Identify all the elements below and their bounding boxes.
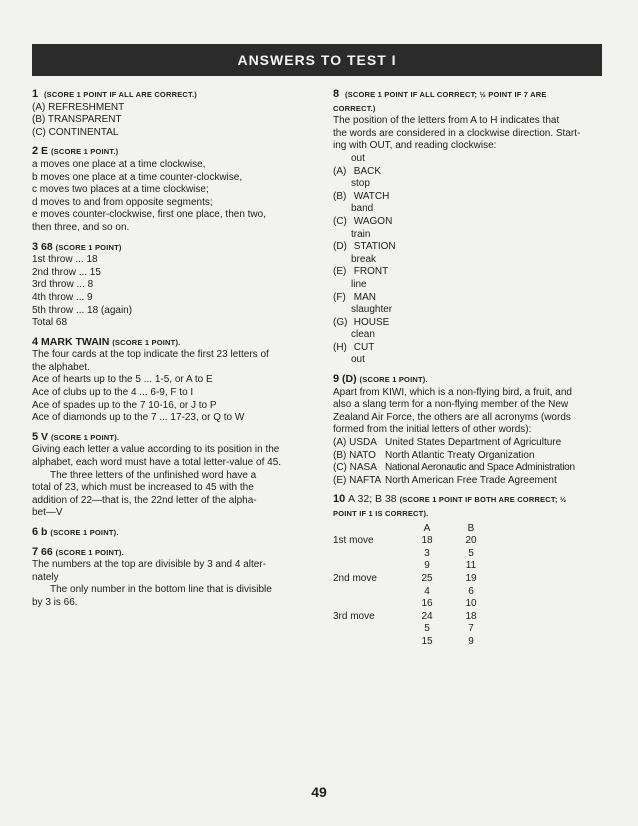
answer-9 xyxy=(333,373,608,487)
page-number: 49 xyxy=(311,784,327,800)
table-row xyxy=(333,636,493,649)
move-label xyxy=(333,548,405,561)
answer-line: Zealand Air Force, the others are all acronyms (words xyxy=(333,411,571,423)
pair-label: (H) xyxy=(333,341,347,353)
answer-9-heading xyxy=(333,373,608,387)
acronym-row xyxy=(333,450,608,463)
acronym-row xyxy=(333,475,608,488)
answer-value: b xyxy=(41,526,48,538)
acronym: (E) NAFTA xyxy=(333,474,382,486)
value-b: 6 xyxy=(468,585,474,597)
answer-line: Ace of hearts up to the 5 ... 1-5, or A to E xyxy=(32,374,213,386)
answer-line: by 3 is 66. xyxy=(32,596,78,608)
answer-line: the words are considered in a clockwise direction. Start- xyxy=(333,127,581,139)
pair-word: FRONT xyxy=(353,266,389,278)
pair-sub: clean xyxy=(351,329,375,341)
answer-number: 7 xyxy=(32,545,39,558)
answer-7 xyxy=(32,546,312,610)
answer-line: Total 68 xyxy=(32,317,68,329)
answer-value: 68 xyxy=(41,240,53,253)
answer-5 xyxy=(32,431,312,520)
acronym: (C) NASA xyxy=(333,462,377,474)
answer-line: 2nd throw ... 15 xyxy=(32,266,101,278)
score-note: (SCORE 1 POINT IF ALL ARE CORRECT.) xyxy=(43,90,197,99)
value-b: 19 xyxy=(465,572,477,584)
pair-word: HOUSE xyxy=(353,316,390,328)
answer-line: 3rd throw ... 8 xyxy=(32,279,94,291)
answer-line: 4th throw ... 9 xyxy=(32,291,93,303)
pair-word: STATION xyxy=(353,241,396,253)
acronym-expansion: North American Free Trade Agreement xyxy=(385,474,557,486)
answer-number: 10 xyxy=(333,493,346,506)
answer-value: 66 xyxy=(41,545,53,558)
table-row xyxy=(333,623,493,636)
value-b: 7 xyxy=(468,623,474,635)
move-label xyxy=(333,598,405,611)
score-note: (SCORE 1 POINT). xyxy=(112,337,181,347)
answer-number: 6 xyxy=(32,526,39,538)
pair-label: (A) xyxy=(333,165,347,177)
table-row xyxy=(333,548,493,561)
word-pair xyxy=(333,317,608,330)
table-row xyxy=(333,611,493,624)
answer-line: The three letters of the unfinished word have a xyxy=(50,469,257,481)
acronym: (A) USDA xyxy=(333,437,377,449)
answer-line: The numbers at the top are divisible by 3 and 4 alter- xyxy=(32,559,267,571)
answer-3-heading xyxy=(32,241,312,255)
answer-1-heading xyxy=(32,88,312,102)
answer-line: b moves one place at a time counter-clockwise, xyxy=(32,171,243,183)
pair-sub: band xyxy=(351,203,374,215)
acronym: (B) NATO xyxy=(333,449,376,461)
value-a: 9 xyxy=(424,560,430,572)
value-a: 16 xyxy=(421,598,433,610)
pair-label: (E) xyxy=(333,266,347,278)
answer-line: addition of 22—that is, the 22nd letter of the alpha- xyxy=(32,494,257,506)
answer-line: (A) REFRESHMENT xyxy=(32,101,125,113)
table-row xyxy=(333,535,493,548)
pair-sub: stop xyxy=(351,178,370,190)
answer-8-heading xyxy=(333,88,608,102)
answer-number: 1 xyxy=(32,88,39,100)
value-b: 20 xyxy=(465,535,477,547)
score-note: (SCORE 1 POINT). xyxy=(50,432,120,442)
table-header-row xyxy=(333,523,493,536)
word-pair xyxy=(333,241,608,254)
answer-line: then three, and so on. xyxy=(32,221,130,233)
answer-value: V xyxy=(41,430,49,443)
answer-line: Giving each letter a value according to its position in the xyxy=(32,444,280,456)
answer-line: e moves counter-clockwise, first one place, then two, xyxy=(32,209,266,221)
answer-line: Ace of diamonds up to the 7 ... 17-23, or Q to W xyxy=(32,412,245,424)
word-pair xyxy=(333,166,608,179)
answer-7-heading xyxy=(32,546,312,560)
acronym-expansion: United States Department of Agriculture xyxy=(385,437,562,449)
answer-number: 8 xyxy=(333,88,340,100)
table-row xyxy=(333,573,493,586)
pair-word: BACK xyxy=(353,165,382,177)
pair-sub: break xyxy=(351,253,377,265)
answer-line: Ace of clubs up to the 4 ... 6-9, F to I xyxy=(32,387,194,399)
move-label xyxy=(333,636,405,649)
answer-10-heading xyxy=(333,493,608,507)
score-note: (SCORE 1 POINT.) xyxy=(50,147,119,157)
word-pair xyxy=(333,266,608,279)
moves-table xyxy=(333,523,493,649)
answer-line: The only number in the bottom line that is divisible xyxy=(50,584,272,596)
answer-line: d moves to and from opposite segments; xyxy=(32,196,213,208)
answer-10 xyxy=(333,493,608,648)
answer-value: MARK TWAIN xyxy=(41,335,110,348)
value-b: 10 xyxy=(465,598,477,610)
answer-3 xyxy=(32,241,312,330)
answer-line: 5th throw ... 18 (again) xyxy=(32,304,133,316)
answer-line: 1st throw ... 18 xyxy=(32,254,98,266)
right-column xyxy=(333,88,608,655)
page-title: ANSWERS TO TEST I xyxy=(32,44,602,76)
answer-2 xyxy=(32,145,312,234)
move-label: 3rd move xyxy=(333,610,375,622)
answer-line: ing with OUT, and reading clockwise: xyxy=(333,140,497,152)
answer-4 xyxy=(32,336,312,425)
value-a: 4 xyxy=(424,585,430,597)
answer-8 xyxy=(333,88,608,367)
answer-number: 3 xyxy=(32,240,39,253)
table-row xyxy=(333,586,493,599)
word-pair xyxy=(333,216,608,229)
pair-word: CUT xyxy=(353,341,375,353)
answer-10-heading-cont xyxy=(333,507,608,521)
answer-value: E xyxy=(41,145,49,158)
answer-number: 5 xyxy=(32,430,39,443)
answer-line: The four cards at the top indicate the first 23 letters of xyxy=(32,349,269,361)
pair-word: WAGON xyxy=(353,215,393,227)
pair-label: (D) xyxy=(333,241,347,253)
score-note: (SCORE 1 POINT). xyxy=(359,375,428,385)
left-column xyxy=(32,88,312,616)
score-note: (SCORE 1 POINT). xyxy=(50,528,119,537)
pair-word: MAN xyxy=(353,291,377,303)
answer-value: (D) xyxy=(342,373,357,386)
value-b: 9 xyxy=(468,635,474,647)
table-row xyxy=(333,560,493,573)
move-label: 2nd move xyxy=(333,572,377,584)
pair-label: (C) xyxy=(333,215,347,227)
answer-line: Apart from KIWI, which is a non-flying bird, a fruit, and xyxy=(333,386,572,398)
pair-sub: line xyxy=(351,278,367,290)
answer-value: A 32; B 38 xyxy=(348,493,397,506)
move-label xyxy=(333,623,405,636)
answer-number: 9 xyxy=(333,373,340,386)
pair-label: (G) xyxy=(333,316,348,328)
word-pair xyxy=(333,191,608,204)
acronym-expansion: North Atlantic Treaty Organization xyxy=(385,449,535,461)
value-a: 3 xyxy=(424,547,430,559)
move-label xyxy=(333,560,405,573)
word-pair xyxy=(333,292,608,305)
pair-sub: train xyxy=(351,228,371,240)
word-pair xyxy=(333,342,608,355)
column-header: A xyxy=(423,522,431,534)
answer-line: c moves two places at a time clockwise; xyxy=(32,184,209,196)
score-note: (SCORE 1 POINT IF ALL CORRECT; ½ POINT IF 7 ARE xyxy=(344,90,547,99)
pair-label: (F) xyxy=(333,291,346,303)
pair-label: (B) xyxy=(333,190,347,202)
answer-number: 4 xyxy=(32,335,39,348)
acronym-expansion: National Aeronautic and Space Administration xyxy=(385,462,575,474)
answer-5-heading xyxy=(32,431,312,445)
value-a: 24 xyxy=(421,610,433,622)
value-a: 18 xyxy=(421,535,433,547)
score-note: (SCORE 1 POINT) xyxy=(55,242,122,252)
table-row xyxy=(333,598,493,611)
value-a: 25 xyxy=(421,572,433,584)
acronym-row xyxy=(333,437,608,450)
answer-line: (B) TRANSPARENT xyxy=(32,114,122,126)
answer-line: formed from the initial letters of other words): xyxy=(333,424,532,436)
answer-6 xyxy=(32,526,312,540)
score-note: POINT IF 1 IS CORRECT). xyxy=(333,509,429,518)
answer-line: alphabet, each word must have a total letter-value of 45. xyxy=(32,457,282,469)
column-header: B xyxy=(467,522,475,534)
acronym-row xyxy=(333,462,608,475)
word-start: out xyxy=(351,152,365,164)
value-a: 5 xyxy=(424,623,430,635)
answer-line: a moves one place at a time clockwise, xyxy=(32,158,206,170)
pair-sub: out xyxy=(351,354,365,366)
answer-1 xyxy=(32,88,312,139)
move-label xyxy=(333,586,405,599)
answer-line: (C) CONTINENTAL xyxy=(32,126,119,138)
answer-8-heading-cont xyxy=(333,102,608,116)
pair-word: WATCH xyxy=(353,190,390,202)
answer-6-heading xyxy=(32,526,312,540)
value-a: 15 xyxy=(421,635,433,647)
answer-line: total of 23, which must be increased to 45 with the xyxy=(32,482,254,494)
move-label: 1st move xyxy=(333,535,374,547)
value-b: 5 xyxy=(468,547,474,559)
score-note: (SCORE 1 POINT). xyxy=(55,547,124,557)
score-note: (SCORE 1 POINT IF BOTH ARE CORRECT; ½ xyxy=(399,495,567,505)
answer-line: the alphabet. xyxy=(32,361,90,373)
answer-4-heading xyxy=(32,336,312,350)
value-b: 11 xyxy=(465,560,477,572)
answer-line: also a slang term for a non-flying member of the New xyxy=(333,399,569,411)
answer-line: bet—V xyxy=(32,507,63,519)
answer-2-heading xyxy=(32,145,312,159)
answer-line: The position of the letters from A to H indicates that xyxy=(333,115,560,127)
value-b: 18 xyxy=(465,610,477,622)
answer-line: Ace of spades up to the 7 10-16, or J to P xyxy=(32,399,217,411)
answer-line: nately xyxy=(32,571,59,583)
answer-number: 2 xyxy=(32,145,39,158)
pair-sub: slaughter xyxy=(351,304,393,316)
score-note: CORRECT.) xyxy=(333,103,376,113)
